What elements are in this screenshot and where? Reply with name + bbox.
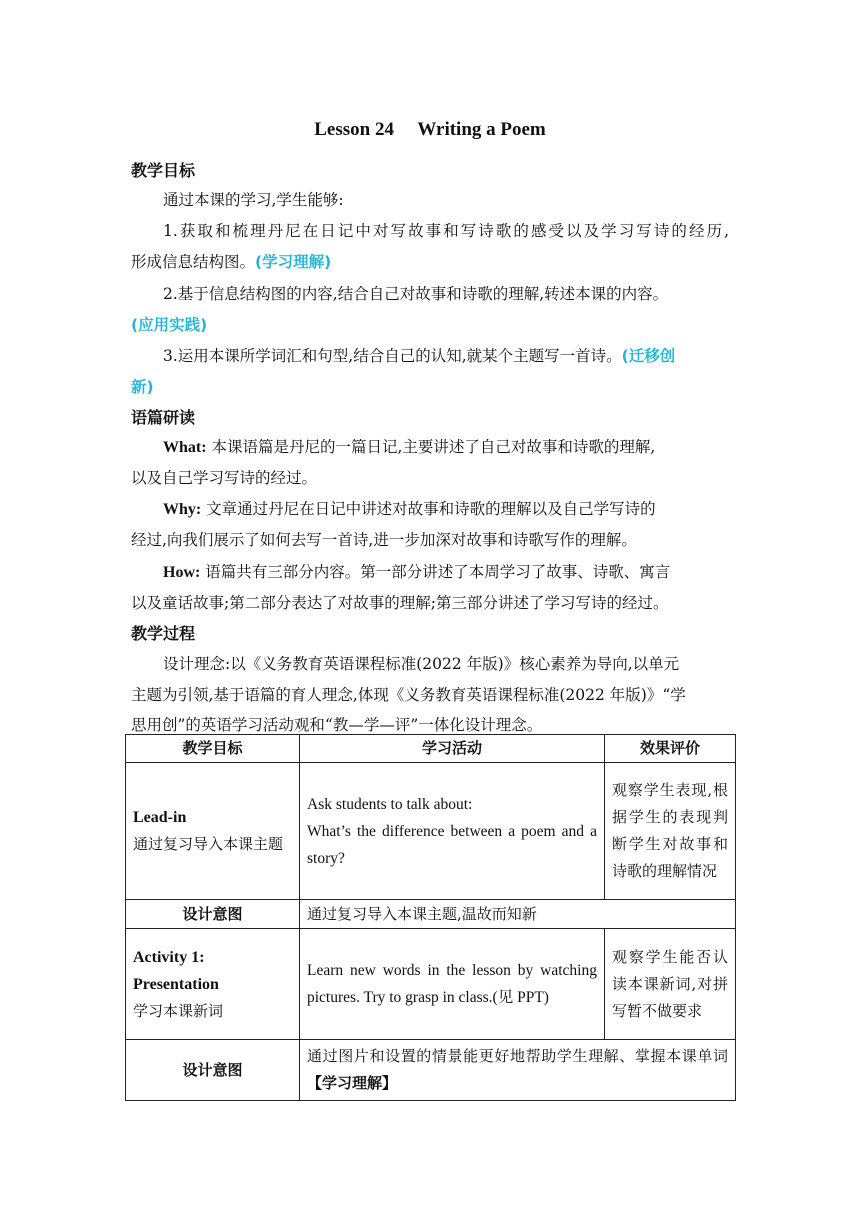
row2-goal-title-b: Presentation (133, 975, 219, 993)
row2-goal-text: 学习本课新词 (133, 1001, 224, 1020)
objective-1-line2 (131, 250, 729, 272)
why-label: Why: (163, 501, 202, 518)
objective-2-line2 (131, 313, 729, 335)
header-evaluation: 效果评价 (605, 735, 736, 763)
table-header-row (126, 735, 736, 763)
objective-3-tag-a: (迁移创 (621, 347, 676, 365)
how-line2: 以及童话故事;第二部分表达了对故事的理解;第三部分讲述了学习写诗的经过。 (131, 594, 669, 612)
table-row-intent (126, 900, 736, 929)
how-label: How: (163, 564, 201, 581)
intent1-label: 设计意图 (126, 900, 300, 929)
why-line2: 经过,向我们展示了如何去写一首诗,进一步加深对故事和诗歌写作的理解。 (131, 531, 637, 549)
objective-1-line1: 1.获取和梳理丹尼在日记中对写故事和写诗歌的感受以及学习写诗的经历, (163, 222, 729, 240)
objective-3-text: 3.运用本课所学词汇和句型,结合自己的认知,就某个主题写一首诗。 (163, 347, 622, 365)
row1-activity-b: What’s the difference between a poem and a story? (307, 822, 597, 867)
reading-heading: 语篇研读 (131, 408, 196, 427)
process-line3: 思用创”的英语学习活动观和“教—学—评”一体化设计理念。 (131, 716, 543, 734)
objective-3-line2 (131, 375, 729, 397)
row1-goal-text: 通过复习导入本课主题 (133, 835, 284, 853)
why-line1 (163, 497, 729, 519)
why-text-1: 文章通过丹尼在日记中讲述对故事和诗歌的理解以及自己学写诗的 (206, 500, 656, 518)
row1-activity (300, 763, 605, 900)
table-row (126, 929, 736, 1040)
lesson-title: Lesson 24 Writing a Poem (314, 119, 546, 140)
intent1-text: 通过复习导入本课主题,温故而知新 (300, 900, 736, 929)
objective-3-line1 (163, 344, 729, 366)
row2-goal-title-a: Activity 1: (133, 948, 205, 966)
objective-1-tag: (学习理解) (255, 253, 332, 271)
what-line1 (163, 435, 729, 457)
how-text-1: 语篇共有三部分内容。第一部分讲述了本周学习了故事、诗歌、寓言 (205, 563, 671, 581)
how-line1 (163, 560, 729, 582)
objective-2-tag: (应用实践) (131, 316, 208, 334)
row2-goal (126, 929, 300, 1040)
row1-activity-a: Ask students to talk about: (307, 795, 473, 813)
objectives-intro: 通过本课的学习,学生能够: (163, 191, 344, 209)
header-activity: 学习活动 (300, 735, 605, 763)
what-label: What: (163, 439, 207, 456)
row1-goal (126, 763, 300, 900)
process-line2: 主题为引领,基于语篇的育人理念,体现《义务教育英语课程标准(2022 年版)》“学 (131, 686, 686, 704)
intent2-label: 设计意图 (126, 1040, 300, 1101)
what-line2: 以及自己学习写诗的经过。 (131, 469, 318, 487)
intent2-cell (300, 1040, 736, 1101)
table-row-intent (126, 1040, 736, 1101)
table-row (126, 763, 736, 900)
row2-activity: Learn new words in the lesson by watching pictures. Try to grasp in class.(见 PPT) (300, 929, 605, 1040)
objective-1-text: 形成信息结构图。 (131, 253, 256, 271)
lesson-plan-table (125, 734, 736, 1101)
intent2-text: 通过图片和设置的情景能更好地帮助学生理解、掌握本课单词 (307, 1047, 728, 1065)
process-heading: 教学过程 (131, 624, 196, 643)
row1-evaluation: 观察学生表现,根据学生的表现判断学生对故事和诗歌的理解情况 (605, 763, 736, 900)
process-line1: 设计理念:以《义务教育英语课程标准(2022 年版)》核心素养为导向,以单元 (163, 655, 680, 673)
what-text-1: 本课语篇是丹尼的一篇日记,主要讲述了自己对故事和诗歌的理解, (211, 438, 656, 456)
header-goal: 教学目标 (126, 735, 300, 763)
objectives-heading: 教学目标 (131, 161, 196, 180)
objective-3-tag-b: 新) (131, 378, 154, 396)
row1-goal-title: Lead-in (133, 809, 187, 826)
objective-2-line1: 2.基于信息结构图的内容,结合自己对故事和诗歌的理解,转述本课的内容。 (163, 285, 669, 303)
row2-evaluation: 观察学生能否认读本课新词,对拼写暂不做要求 (605, 929, 736, 1040)
intent2-tag: 【学习理解】 (307, 1074, 398, 1092)
